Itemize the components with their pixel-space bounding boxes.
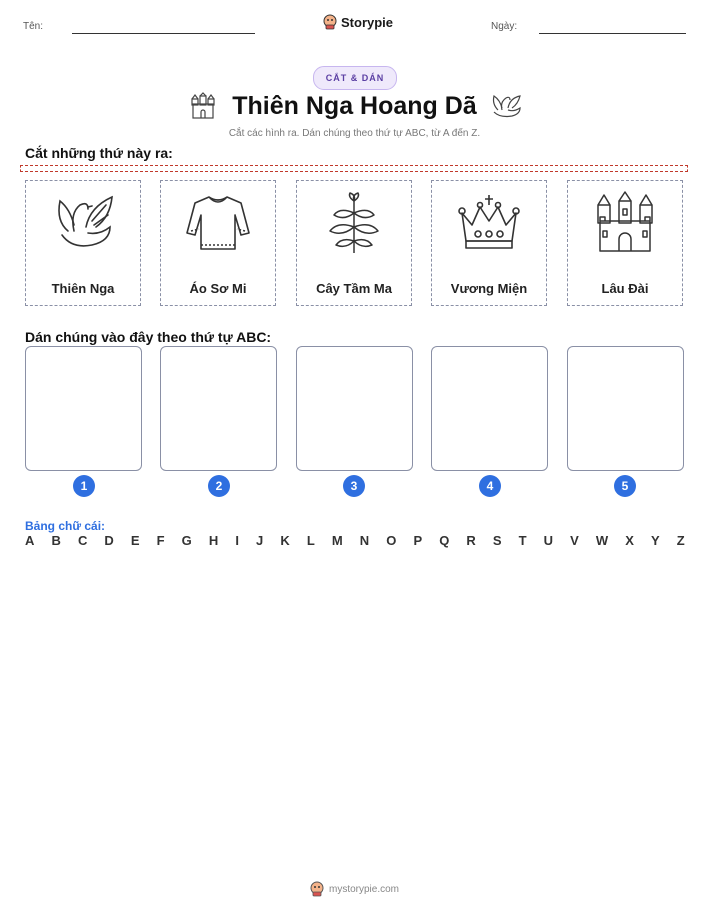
cut-card-crown[interactable] (431, 180, 547, 306)
alphabet-letter: V (570, 533, 579, 548)
paste-box-5[interactable] (567, 346, 684, 471)
alphabet-letter: G (181, 533, 192, 548)
order-number-3: 3 (343, 475, 365, 497)
swan-icon (48, 191, 118, 253)
alphabet-letter: D (104, 533, 114, 548)
alphabet-letter: M (331, 533, 343, 548)
paste-box-3[interactable] (296, 346, 413, 471)
alphabet-letter: O (386, 533, 397, 548)
alphabet-heading: Bảng chữ cái: (25, 519, 106, 533)
instructions: Cắt các hình ra. Dán chúng theo thứ tự ABC, từ A đến Z. (228, 128, 481, 139)
name-label: Tên: (23, 21, 44, 32)
cut-card-shirt[interactable] (160, 180, 276, 306)
castle-icon (590, 191, 660, 253)
cut-card-label: Thiên Nga (51, 281, 115, 296)
cut-card-nettle[interactable] (296, 180, 412, 306)
sweater-icon (183, 191, 253, 253)
paste-heading: Dán chúng vào đây theo thứ tự ABC: (25, 329, 272, 345)
footer (0, 881, 709, 897)
crown-icon (454, 191, 524, 253)
alphabet-letter: S (492, 533, 502, 548)
swan-icon (490, 92, 522, 120)
alphabet-letter: A (25, 533, 35, 548)
alphabet-letter: N (359, 533, 370, 548)
storypie-mascot-icon (310, 881, 324, 897)
alphabet-letter: R (466, 533, 476, 548)
activity-badge: CẮT & DÁN (313, 66, 397, 90)
cut-card-label: Áo Sơ Mi (189, 281, 247, 296)
alphabet-letter: Z (676, 533, 685, 548)
alphabet-row (25, 533, 685, 548)
alphabet-letter: H (208, 533, 219, 548)
cut-heading: Cắt những thứ này ra: (25, 145, 173, 161)
alphabet-letter: L (306, 533, 315, 548)
alphabet-letter: J (256, 533, 264, 548)
brand-logo (323, 14, 393, 30)
storypie-mascot-icon (323, 14, 337, 30)
alphabet-letter: I (235, 533, 239, 548)
paste-box-2[interactable] (160, 346, 277, 471)
alphabet-letter: Y (650, 533, 660, 548)
alphabet-letter: T (518, 533, 527, 548)
cut-card-label: Vương Miện (450, 281, 528, 296)
alphabet-letter: K (280, 533, 290, 548)
paste-box-1[interactable] (25, 346, 142, 471)
alphabet-letter: B (51, 533, 61, 548)
order-number-5: 5 (614, 475, 636, 497)
order-number-4: 4 (479, 475, 501, 497)
paste-box-4[interactable] (431, 346, 548, 471)
alphabet-letter: Q (439, 533, 450, 548)
nettle-plant-icon (319, 191, 389, 253)
alphabet-letter: P (413, 533, 423, 548)
cut-card-castle[interactable] (567, 180, 683, 306)
cut-card-label: Lâu Đài (601, 281, 649, 296)
alphabet-letter: U (543, 533, 554, 548)
cut-line (20, 165, 688, 172)
brand-name: Storypie (341, 14, 394, 30)
order-number-2: 2 (208, 475, 230, 497)
date-label: Ngày: (491, 21, 518, 32)
name-line[interactable] (72, 33, 255, 34)
cut-card-label: Cây Tầm Ma (316, 281, 392, 296)
order-number-1: 1 (73, 475, 95, 497)
alphabet-letter: E (130, 533, 140, 548)
page-title: Thiên Nga Hoang Dã (232, 92, 477, 120)
alphabet-letter: X (625, 533, 634, 548)
cut-card-swan[interactable] (25, 180, 141, 306)
alphabet-letter: F (156, 533, 165, 548)
date-line[interactable] (539, 33, 686, 34)
alphabet-letter: C (77, 533, 88, 548)
alphabet-letter: W (595, 533, 609, 548)
footer-site[interactable]: mystorypie.com (328, 883, 399, 895)
